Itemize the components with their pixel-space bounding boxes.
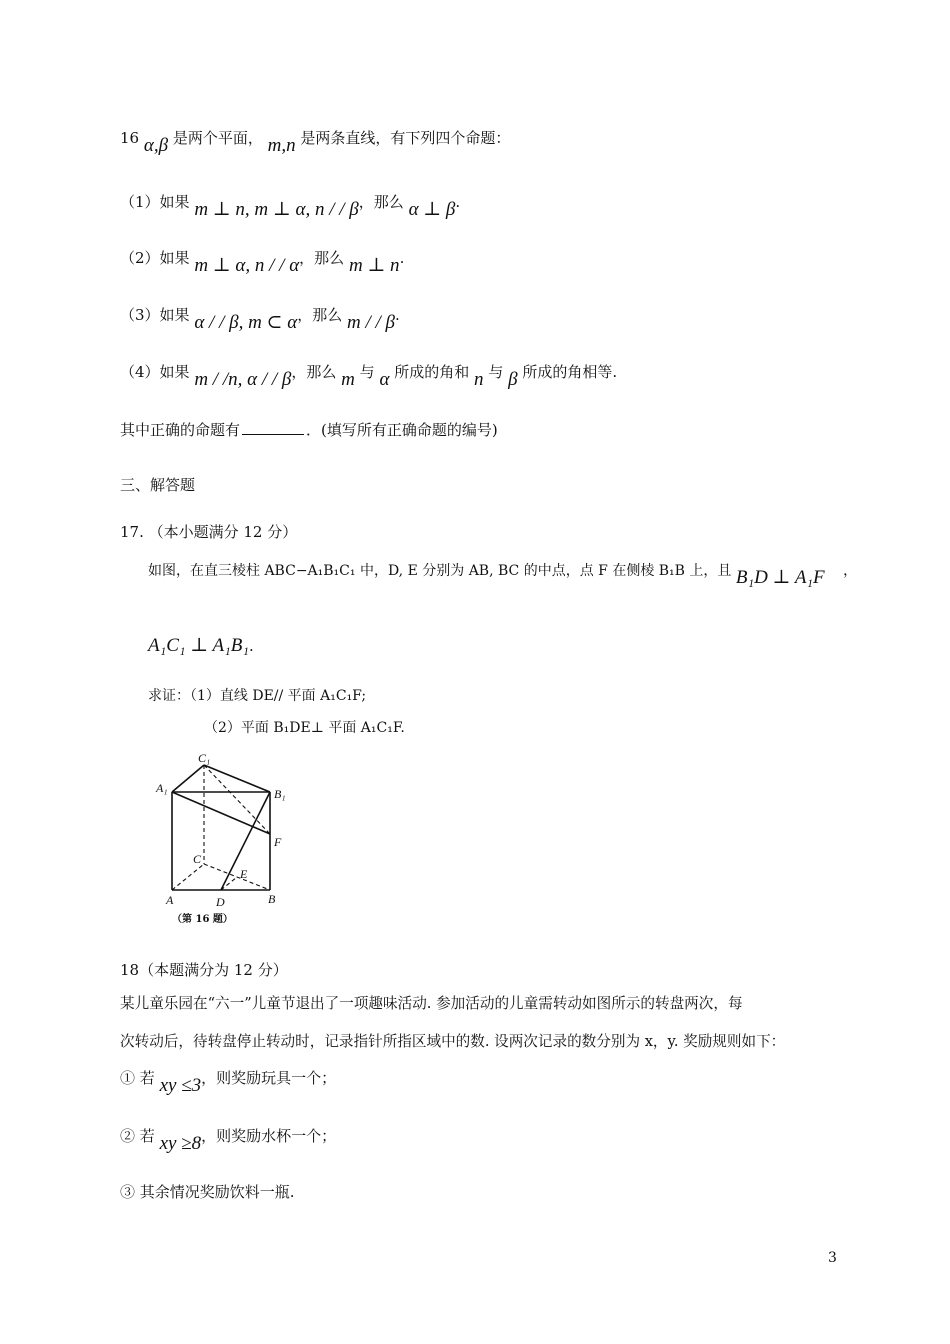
- q18-rule-1-text: ，则奖励玩具一个；: [201, 1069, 337, 1087]
- q16-item-1: [120, 192, 461, 220]
- section-heading: 三、解答题: [120, 476, 196, 494]
- q16-stem: [120, 128, 511, 156]
- q16-item-4-text4: 所成的角相等.: [522, 363, 618, 381]
- segment-C1-F-hidden: [204, 765, 270, 834]
- edge-A1-C1: [172, 765, 204, 792]
- q17-line1-text: 如图，在直三棱柱 ABC−A₁B₁C₁ 中，D, E 分别为 AB, BC 的中点，点 F 在侧棱 B₁B 上，且: [148, 563, 732, 579]
- label-C1: C₁: [198, 751, 211, 765]
- q18-head: 18（本题满分为 12 分）: [120, 961, 288, 979]
- label-E: E: [240, 867, 248, 881]
- q16-item-4-m: m: [341, 369, 355, 390]
- q16-item-3-conclusion: m / / β: [346, 312, 395, 333]
- label-A: A: [166, 893, 174, 907]
- q18-line2: 次转动后，待转盘停止转动时，记录指针所指区域中的数. 设两次记录的数分别为 x，y. 奖励规则如下：: [120, 1033, 786, 1050]
- q16-item-4-text1: 与: [359, 363, 375, 381]
- q16-answer-prefix: 其中正确的命题有: [120, 421, 241, 439]
- q16-item-1-condition: m ⊥ n, m ⊥ α, n / / β: [194, 199, 359, 220]
- label-B: B: [268, 892, 276, 906]
- q16-item-4-beta: β: [508, 369, 518, 390]
- q18-rule-3: ③ 其余情况奖励饮料一瓶.: [120, 1183, 295, 1201]
- segment-A1-F: [172, 792, 270, 834]
- label-B1: B₁: [274, 787, 286, 801]
- q16-item-4-text3: 与: [488, 363, 504, 381]
- q16-item-2-then: ，那么: [299, 249, 345, 267]
- figure-caption: （第 16 题）: [172, 914, 233, 925]
- q16-item-1-then: ，那么: [358, 193, 404, 211]
- label-F: F: [274, 835, 282, 849]
- q16-item-1-label: （1）如果: [120, 193, 190, 211]
- q16-stem-text2: 是两条直线，有下列四个命题：: [300, 129, 511, 147]
- edge-C1-B1: [204, 765, 270, 792]
- q17-line2: [148, 636, 254, 656]
- label-A1: A₁: [156, 781, 168, 795]
- edge-C-B-hidden: [204, 864, 270, 890]
- q18-line1: 某儿童乐园在“六一”儿童节退出了一项趣味活动. 参加活动的儿童需转动如图所示的转盘两次，每: [120, 995, 743, 1012]
- q16-item-1-end: .: [455, 193, 461, 211]
- q16-item-1-conclusion: α ⊥ β: [408, 199, 456, 220]
- q16-math-mn: m,n: [267, 135, 296, 156]
- q16-item-3: [120, 305, 400, 333]
- prism-figure: [152, 750, 302, 930]
- q16-item-3-end: .: [394, 306, 400, 324]
- q16-item-4-label: （4）如果: [120, 363, 190, 381]
- q16-item-2-condition: m ⊥ α, n / / α: [194, 255, 300, 276]
- q18-rule-2-math: xy ≥8: [159, 1133, 202, 1154]
- q16-item-4-condition: m / /n, α / / β: [194, 369, 292, 390]
- q16-item-2-label: （2）如果: [120, 249, 190, 267]
- q16-item-3-then: ，那么: [297, 306, 343, 324]
- q18-rule-1: [120, 1068, 337, 1096]
- q16-item-3-label: （3）如果: [120, 306, 190, 324]
- q16-item-4-n: n: [474, 369, 484, 390]
- q16-item-4-alpha: α: [379, 369, 390, 390]
- page-number: 3: [828, 1250, 837, 1266]
- edge-A-C-hidden: [172, 864, 204, 890]
- q16-answer-line: [120, 420, 498, 440]
- q16-answer-suffix: ．(填写所有正确命题的编号): [306, 421, 498, 439]
- q18-rule-1-math: xy ≤3: [159, 1075, 202, 1096]
- q16-item-4-then: ，那么: [291, 363, 337, 381]
- q16-item-2-conclusion: m ⊥ n: [348, 255, 400, 276]
- q16-stem-text1: 是两个平面，: [172, 129, 263, 147]
- q16-answer-blank[interactable]: [242, 420, 304, 435]
- q17-line1-math: B₁D ⊥ A₁F: [735, 567, 825, 588]
- q18-rule-2: [120, 1126, 337, 1154]
- q18-rule-2-prefix: ② 若: [120, 1127, 155, 1145]
- q16-item-2: [120, 248, 405, 276]
- q17-prove-2: （2）平面 B₁DE⊥ 平面 A₁C₁F.: [204, 720, 405, 736]
- label-D: D: [216, 895, 225, 909]
- q18-rule-2-text: ，则奖励水杯一个；: [201, 1127, 337, 1145]
- label-C: C: [193, 852, 202, 866]
- q16-item-3-condition: α / / β, m ⊂ α: [194, 312, 298, 333]
- q17-prove-1: 求证：（1）直线 DE// 平面 A₁C₁F;: [148, 688, 367, 704]
- q16-item-2-end: .: [399, 249, 405, 267]
- q16-math-alpha-beta: α,β: [143, 135, 169, 156]
- q17-line2-end: .: [248, 637, 254, 655]
- q17-head: 17. （本小题满分 12 分）: [120, 523, 298, 541]
- q16-item-4-text2: 所成的角和: [394, 363, 470, 381]
- q17-line1: [148, 560, 858, 588]
- q16-number: 16: [120, 129, 140, 147]
- q17-line1-end: ，: [843, 563, 858, 579]
- q18-rule-1-prefix: ① 若: [120, 1069, 155, 1087]
- q16-item-4: [120, 362, 618, 390]
- q17-line2-math: A₁C₁ ⊥ A₁B₁: [148, 635, 249, 656]
